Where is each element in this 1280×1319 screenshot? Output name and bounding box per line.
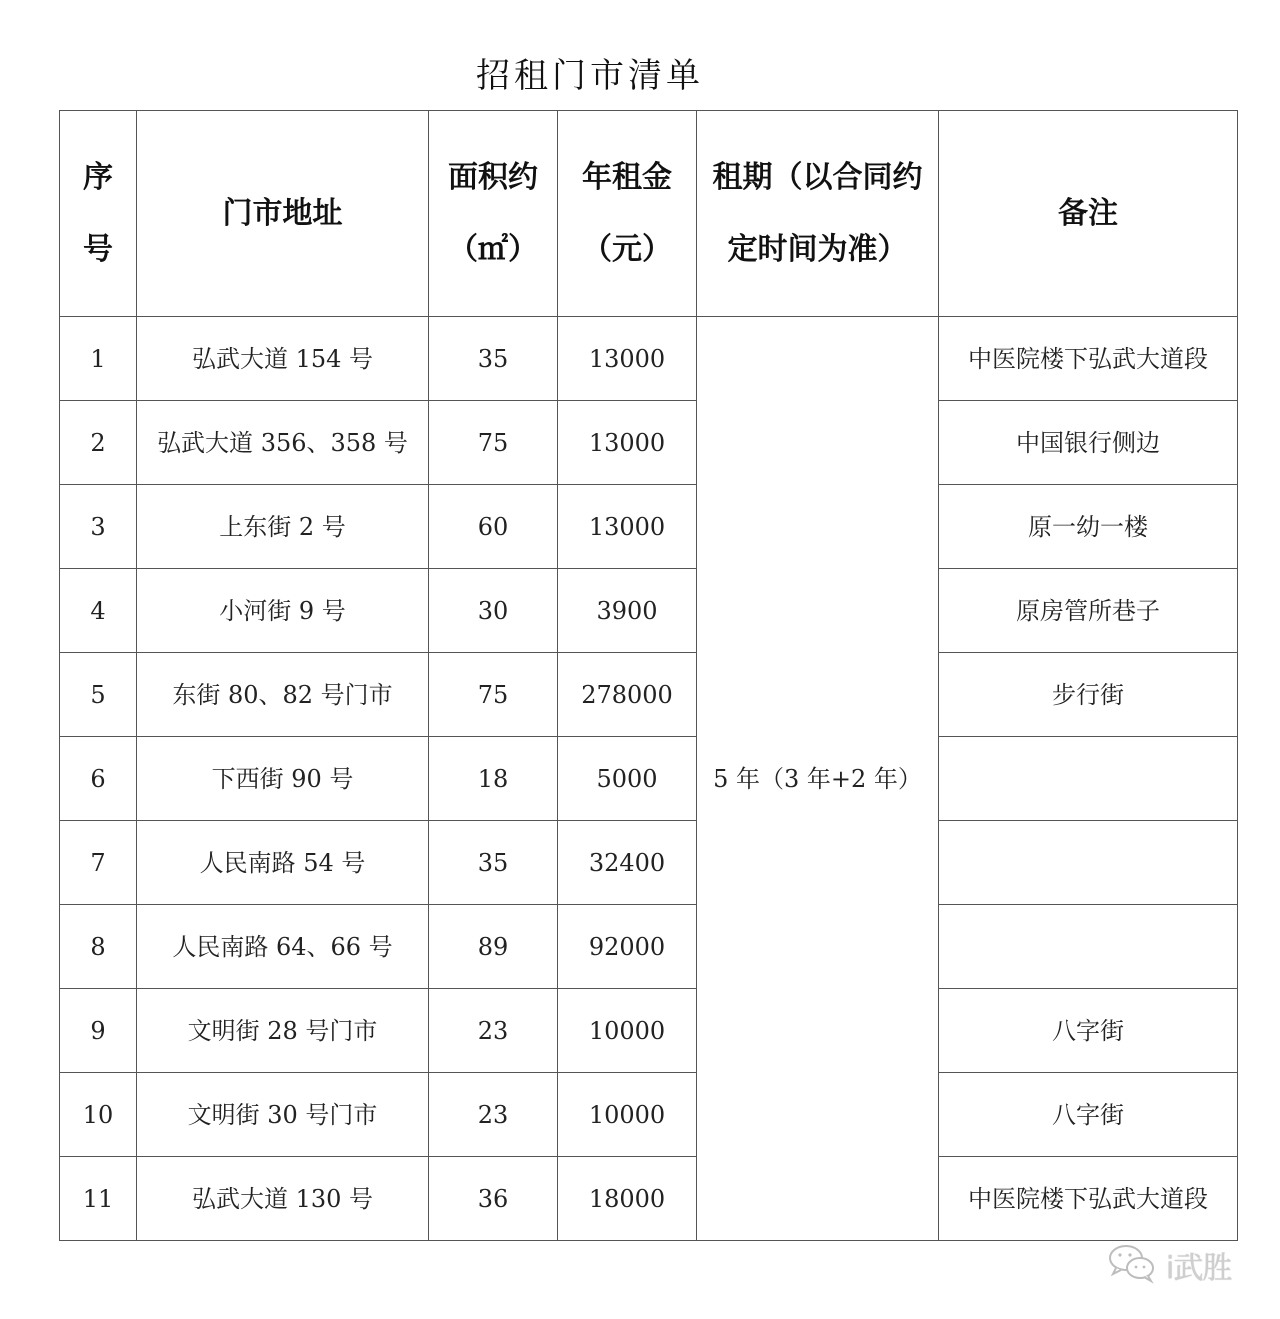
cell-area: 23	[429, 989, 558, 1073]
cell-address: 东街 80、82 号门市	[137, 653, 429, 737]
header-note: 备注	[939, 111, 1238, 317]
cell-rent: 10000	[558, 989, 697, 1073]
header-term: 租期（以合同约 定时间为准）	[697, 111, 939, 317]
cell-note: 步行街	[939, 653, 1238, 737]
cell-rent: 5000	[558, 737, 697, 821]
wechat-icon	[1106, 1242, 1160, 1288]
table-row	[60, 821, 1238, 905]
cell-area: 23	[429, 1073, 558, 1157]
cell-area: 30	[429, 569, 558, 653]
table-row	[60, 1157, 1238, 1241]
cell-note: 中医院楼下弘武大道段	[939, 1157, 1238, 1241]
cell-area: 60	[429, 485, 558, 569]
table-row	[60, 1073, 1238, 1157]
table-row	[60, 905, 1238, 989]
cell-address: 弘武大道 356、358 号	[137, 401, 429, 485]
cell-note	[939, 737, 1238, 821]
cell-address: 弘武大道 130 号	[137, 1157, 429, 1241]
cell-no: 10	[60, 1073, 137, 1157]
cell-area: 89	[429, 905, 558, 989]
table-row	[60, 653, 1238, 737]
cell-note: 中医院楼下弘武大道段	[939, 317, 1238, 401]
cell-rent: 13000	[558, 401, 697, 485]
cell-rent: 3900	[558, 569, 697, 653]
header-no: 序 号	[60, 111, 137, 317]
header-rent: 年租金 （元）	[558, 111, 697, 317]
cell-address: 人民南路 64、66 号	[137, 905, 429, 989]
cell-note: 原房管所巷子	[939, 569, 1238, 653]
cell-address: 文明街 28 号门市	[137, 989, 429, 1073]
cell-note	[939, 821, 1238, 905]
cell-no: 6	[60, 737, 137, 821]
cell-note	[939, 905, 1238, 989]
cell-term-shared: 5 年（3 年+2 年）	[697, 317, 939, 1241]
watermark-text: i武胜	[1166, 1251, 1232, 1286]
cell-no: 3	[60, 485, 137, 569]
cell-rent: 13000	[558, 485, 697, 569]
cell-note: 八字街	[939, 1073, 1238, 1157]
rental-listing-table	[59, 110, 1238, 1241]
cell-no: 4	[60, 569, 137, 653]
table-row	[60, 989, 1238, 1073]
cell-rent: 13000	[558, 317, 697, 401]
cell-rent: 32400	[558, 821, 697, 905]
cell-no: 5	[60, 653, 137, 737]
cell-address: 上东街 2 号	[137, 485, 429, 569]
cell-area: 35	[429, 317, 558, 401]
header-area: 面积约 （㎡）	[429, 111, 558, 317]
cell-address: 小河街 9 号	[137, 569, 429, 653]
cell-no: 2	[60, 401, 137, 485]
document-title: 招租门市清单	[476, 56, 704, 96]
cell-no: 7	[60, 821, 137, 905]
cell-rent: 92000	[558, 905, 697, 989]
cell-rent: 18000	[558, 1157, 697, 1241]
table-row	[60, 485, 1238, 569]
header-address: 门市地址	[137, 111, 429, 317]
table-row	[60, 569, 1238, 653]
cell-no: 11	[60, 1157, 137, 1241]
cell-address: 文明街 30 号门市	[137, 1073, 429, 1157]
cell-area: 35	[429, 821, 558, 905]
table-row	[60, 401, 1238, 485]
cell-rent: 278000	[558, 653, 697, 737]
cell-area: 75	[429, 653, 558, 737]
cell-note: 中国银行侧边	[939, 401, 1238, 485]
table-row	[60, 737, 1238, 821]
cell-no: 9	[60, 989, 137, 1073]
cell-address: 人民南路 54 号	[137, 821, 429, 905]
cell-no: 1	[60, 317, 137, 401]
cell-note: 原一幼一楼	[939, 485, 1238, 569]
cell-rent: 10000	[558, 1073, 697, 1157]
cell-no: 8	[60, 905, 137, 989]
table-row	[60, 317, 1238, 401]
cell-area: 75	[429, 401, 558, 485]
cell-area: 18	[429, 737, 558, 821]
watermark	[1106, 1242, 1231, 1288]
table-header-row	[60, 111, 1238, 317]
cell-area: 36	[429, 1157, 558, 1241]
cell-address: 弘武大道 154 号	[137, 317, 429, 401]
cell-note: 八字街	[939, 989, 1238, 1073]
cell-address: 下西街 90 号	[137, 737, 429, 821]
